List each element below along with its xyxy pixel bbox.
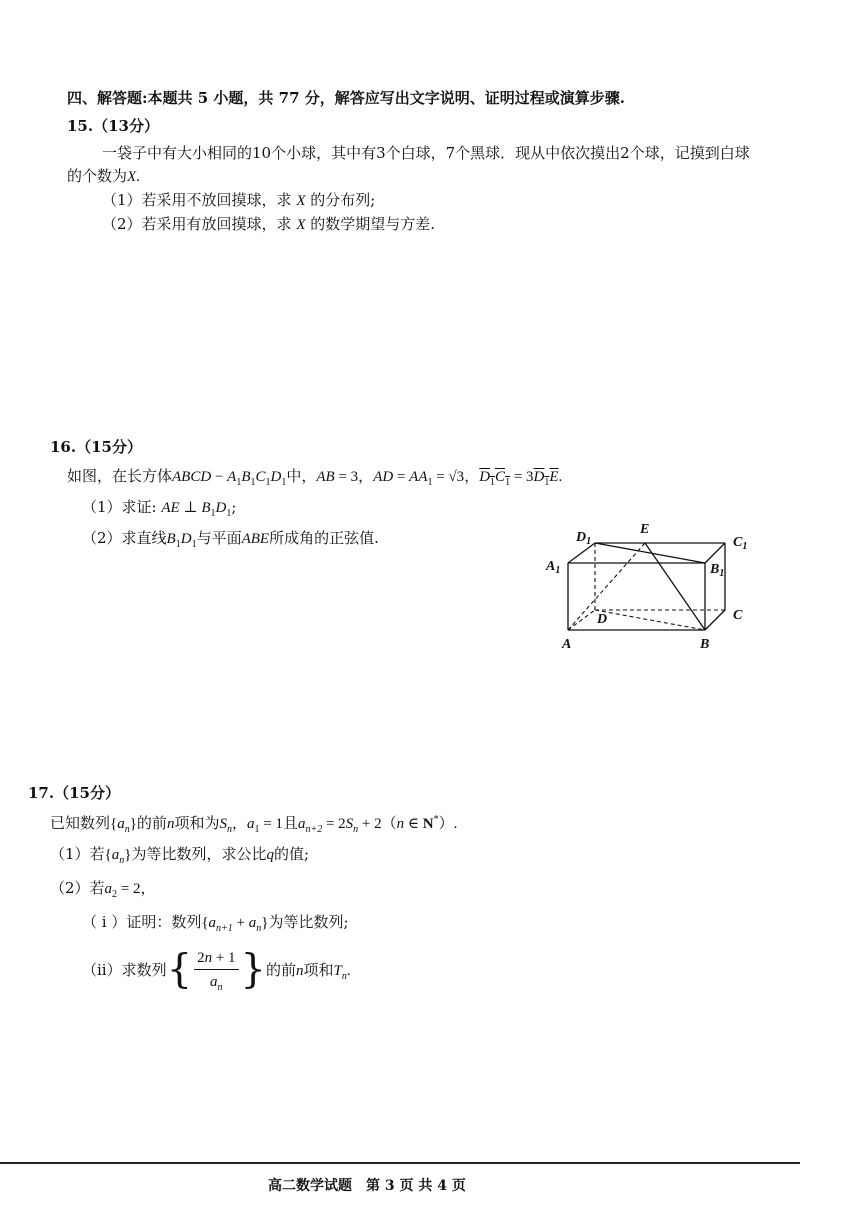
label-c: C — [733, 608, 743, 623]
page-footer: 高二数学试题 第 3 页 共 4 页 — [268, 1178, 466, 1194]
q17-part2-ii: （ii）求数列{ $\frac{2n + 1}{a_n}$ }的前n项和$T_n$. — [82, 946, 351, 993]
q16-part2: （2）求直线$B_1D_1$与平面ABE所成角的正弦值. — [82, 529, 379, 550]
section-heading: 四、解答题:本题共 5 小题，共 77 分，解答应写出文字说明、证明过程或演算步骤. — [67, 89, 625, 107]
q17-part2: （2）若$a_2 = 2$， — [50, 879, 156, 900]
q16-number: 16.（15分） — [50, 438, 142, 456]
q16-part1: （1）求证: AE ⊥ $B_1D_1$; — [82, 498, 237, 519]
q17-intro: 已知数列$\{a_n\}$的前n项和为$S_n$，$a_1 = 1$且$a_{n+2} = 2S_n + 2(n$ ∈ N*）. — [50, 814, 458, 835]
edge-bc — [705, 610, 725, 630]
q16-intro: 如图，在长方体ABCD − $A_1B_1C_1D_1$中，AB = 3，AD = $AA_1 = √3$，$D_1C_1 = 3D_1E$. — [67, 467, 563, 488]
label-b1: $B_1$ — [710, 562, 725, 579]
q15-text-line1: 一袋子中有大小相同的10个小球，其中有3个白球，7个黑球．现从中依次摸出2个球，记摸到白球 — [102, 144, 750, 162]
q17-part1: （1）若$\{a_n\}$为等比数列，求公比q的值; — [50, 845, 310, 866]
footer-rule — [0, 1162, 800, 1164]
fraction: $\frac{2n + 1}{a_n}$ — [194, 946, 238, 993]
edge-eb — [645, 543, 705, 630]
label-c1: $C_1$ — [733, 535, 748, 552]
edge-ad — [568, 610, 595, 630]
cuboid-figure — [540, 515, 770, 655]
q15-part2: （2）若采用有放回摸球，求 X 的数学期望与方差. — [102, 215, 436, 233]
q15-text-line2: 的个数为X. — [67, 167, 140, 185]
label-b: B — [700, 637, 710, 652]
edge-b1d1 — [595, 543, 705, 563]
edge-b1c1 — [705, 543, 725, 563]
q15-number: 15.（13分） — [67, 117, 159, 135]
label-d1: $D_1$ — [576, 530, 592, 547]
label-e: E — [640, 522, 650, 537]
label-d: D — [597, 612, 608, 627]
q17-number: 17.（15分） — [28, 784, 120, 802]
q17-part2-i: （ i ）证明：数列$\{a_{n+1} + a_n\}$为等比数列; — [82, 913, 349, 934]
q15-part1: （1）若采用不放回摸球，求 X 的分布列; — [102, 191, 376, 209]
label-a: A — [562, 637, 572, 652]
edge-db — [595, 610, 705, 630]
label-a1: $A_1$ — [546, 559, 561, 576]
